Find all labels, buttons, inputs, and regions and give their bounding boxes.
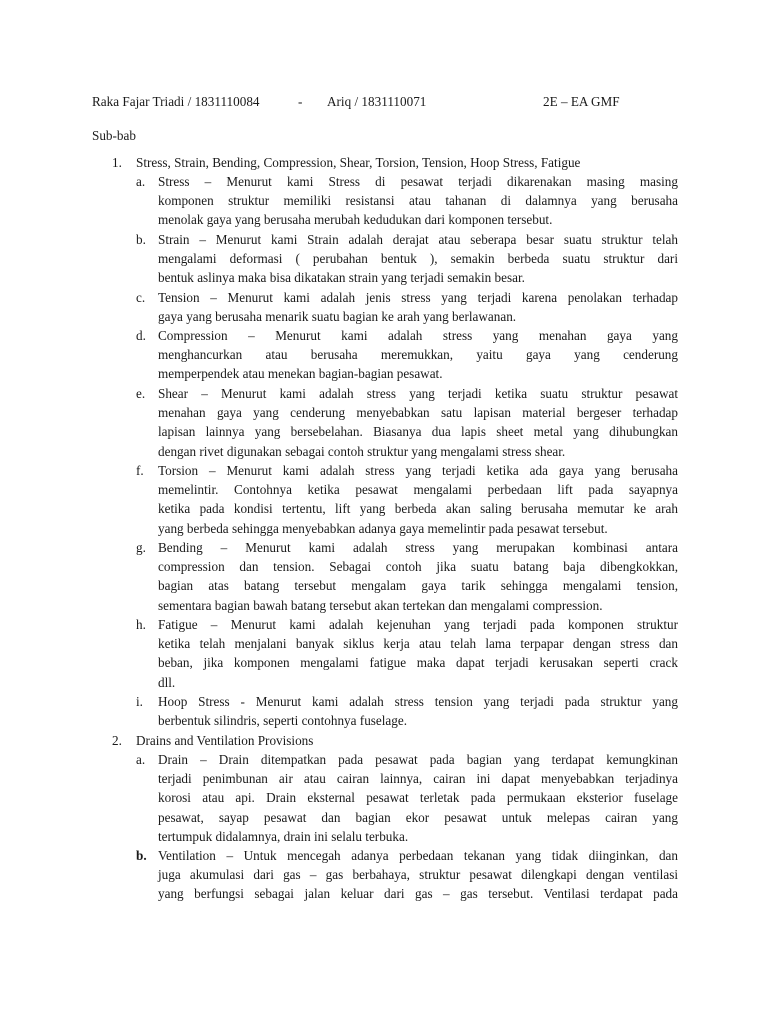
- list-item-line: menolak gaya yang berusaha merubah kedudukan dari komponen tersebut.: [158, 212, 553, 228]
- list-item-line: Shear – Menurut kami adalah stress yang terjadi ketika suatu struktur pesawat: [158, 386, 678, 401]
- list-item-line: mengalami deformasi ( perubahan bentuk ), semakin berbeda suatu struktur dari: [158, 251, 678, 267]
- list-item-line: menahan gaya yang cenderung menyebabkan satu lapisan material bergeser terhadap: [158, 405, 678, 421]
- list-item-line: compression dan tension. Sebagai contoh jika suatu batang baja dibengkokkan,: [158, 559, 678, 575]
- subbab-heading: Sub-bab: [92, 128, 136, 143]
- list-item-line: beban, jika komponen mengalami fatigue maka dapat terjadi kerusakan seperti crack: [158, 655, 678, 671]
- list-item-line: Compression – Menurut kami adalah stress yang menahan gaya yang: [158, 328, 678, 343]
- list-item-line: gaya yang berusaha menarik suatu bagian ke arah yang berlawanan.: [158, 309, 517, 325]
- section-title: Drains and Ventilation Provisions: [136, 733, 314, 748]
- list-item: [158, 750, 678, 846]
- section-number: 1.: [112, 155, 122, 170]
- list-marker: c.: [136, 290, 146, 305]
- list-item-line: ketika telah menjalani banyak siklus kerja atau telah lama terpapar dengan stress dan: [158, 636, 678, 652]
- list-marker: [136, 846, 147, 865]
- list-item-line: korosi atau api. Drain eksternal pesawat terletak pada permukaan eksterior fuselage: [158, 790, 678, 806]
- list-item: [158, 384, 678, 461]
- list-item-line: memperpendek atau menekan bagian-bagian pesawat.: [158, 366, 443, 382]
- class-label: 2E – EA GMF: [543, 94, 620, 109]
- list-item-line: lapisan lainnya yang bersebelahan. Biasanya dua lapis sheet metal yang dihubungkan: [158, 424, 678, 440]
- list-item-line: Fatigue – Menurut kami adalah kejenuhan yang terjadi pada komponen struktur: [158, 617, 678, 632]
- list-marker: a.: [136, 174, 146, 189]
- list-marker: g.: [136, 540, 146, 555]
- list-marker: i.: [136, 694, 143, 709]
- list-item-line: pesawat, sayap pesawat dan bagian ekor pesawat untuk melepas cairan yang: [158, 809, 678, 825]
- list-item-line: Bending – Menurut kami adalah stress yang merupakan kombinasi antara: [158, 540, 678, 555]
- list-marker: h.: [136, 617, 146, 632]
- section-title: Stress, Strain, Bending, Compression, Shear, Torsion, Tension, Hoop Stress, Fatigue: [136, 155, 581, 170]
- list-item: [158, 615, 678, 692]
- list-item-line: berbentuk silindris, seperti contohnya fuselage.: [158, 713, 408, 729]
- list-item: [158, 288, 678, 326]
- list-marker: d.: [136, 328, 146, 343]
- list-item-line: Strain – Menurut kami Strain adalah derajat atau seberapa besar suatu struktur telah: [158, 232, 678, 247]
- list-item-line: bentuk aslinya maka bisa dikatakan strain yang terjadi semakin besar.: [158, 270, 525, 286]
- list-item-line: Torsion – Menurut kami adalah stress yang terjadi ketika ada gaya yang berusaha: [158, 463, 678, 478]
- list-item-line: memelintir. Contohnya ketika pesawat mengalami perbedaan lift pada sayapnya: [158, 482, 678, 498]
- list-marker: e.: [136, 386, 146, 401]
- list-item-line: sementara bagian bawah batang tersebut akan tertekan dan mengalami compression.: [158, 597, 603, 613]
- list-marker: f.: [136, 463, 144, 478]
- list-item-line: Hoop Stress - Menurut kami adalah stress tension yang terjadi pada struktur yang: [158, 694, 678, 709]
- list-item-line: tertumpuk didalamnya, drain ini selalu terbuka.: [158, 828, 409, 844]
- list-item-line: bagian atas batang tersebut mengalam gaya tarik sehingga mengalami tension,: [158, 578, 678, 594]
- author-2: Ariq / 1831110071: [327, 94, 427, 109]
- list-item-line: terjadi penimbunan air atau cairan lainnya, cairan ini dapat menyebabkan terjadinya: [158, 771, 678, 787]
- list-item: [158, 538, 678, 615]
- list-item-line: Stress – Menurut kami Stress di pesawat terjadi dikarenakan masing masing: [158, 174, 678, 189]
- section-number: 2.: [112, 733, 122, 748]
- list-item-line: yang berfungsi sebagai jalan keluar dari gas – gas tersebut. Ventilasi terdapat pada: [158, 886, 678, 902]
- list-item-line: juga akumulasi dari gas – gas berbahaya, struktur pesawat dilengkapi dengan ventilasi: [158, 867, 678, 883]
- list-item: [158, 230, 678, 288]
- list-marker-bold: b.: [136, 848, 147, 863]
- list-item: [158, 846, 678, 904]
- list-item-line: Drain – Drain ditempatkan pada pesawat pada bagian yang terdapat kemungkinan: [158, 752, 678, 767]
- list-item-line: komponen struktur memiliki resistansi atau tahanan di dalamnya yang berusaha: [158, 193, 678, 209]
- list-item: [158, 461, 678, 538]
- header-dash: -: [298, 94, 303, 109]
- list-item-line: dll.: [158, 674, 176, 690]
- list-item-line: ketika pada kondisi tertentu, lift yang berbeda akan saling berusaha memutar ke arah: [158, 501, 678, 517]
- list-item: [158, 172, 678, 230]
- list-item-line: yang berbeda sehingga menyebabkan adanya gaya memelintir pada pesawat tersebut.: [158, 520, 608, 536]
- list-item-line: dengan rivet digunakan sebagai contoh struktur yang mengalami stress shear.: [158, 443, 566, 459]
- list-item-line: Tension – Menurut kami adalah jenis stress yang terjadi karena penolakan terhadap: [158, 290, 678, 305]
- list-marker: b.: [136, 232, 146, 247]
- list-item: [158, 326, 678, 384]
- list-item-line: Ventilation – Untuk mencegah adanya perbedaan tekanan yang tidak diinginkan, dan: [158, 848, 678, 863]
- list-item-line: menghancurkan atau berusaha meremukkan, yaitu gaya yang cenderung: [158, 347, 678, 363]
- list-item: [158, 692, 678, 730]
- author-1: Raka Fajar Triadi / 1831110084: [92, 94, 260, 109]
- list-marker: a.: [136, 752, 146, 767]
